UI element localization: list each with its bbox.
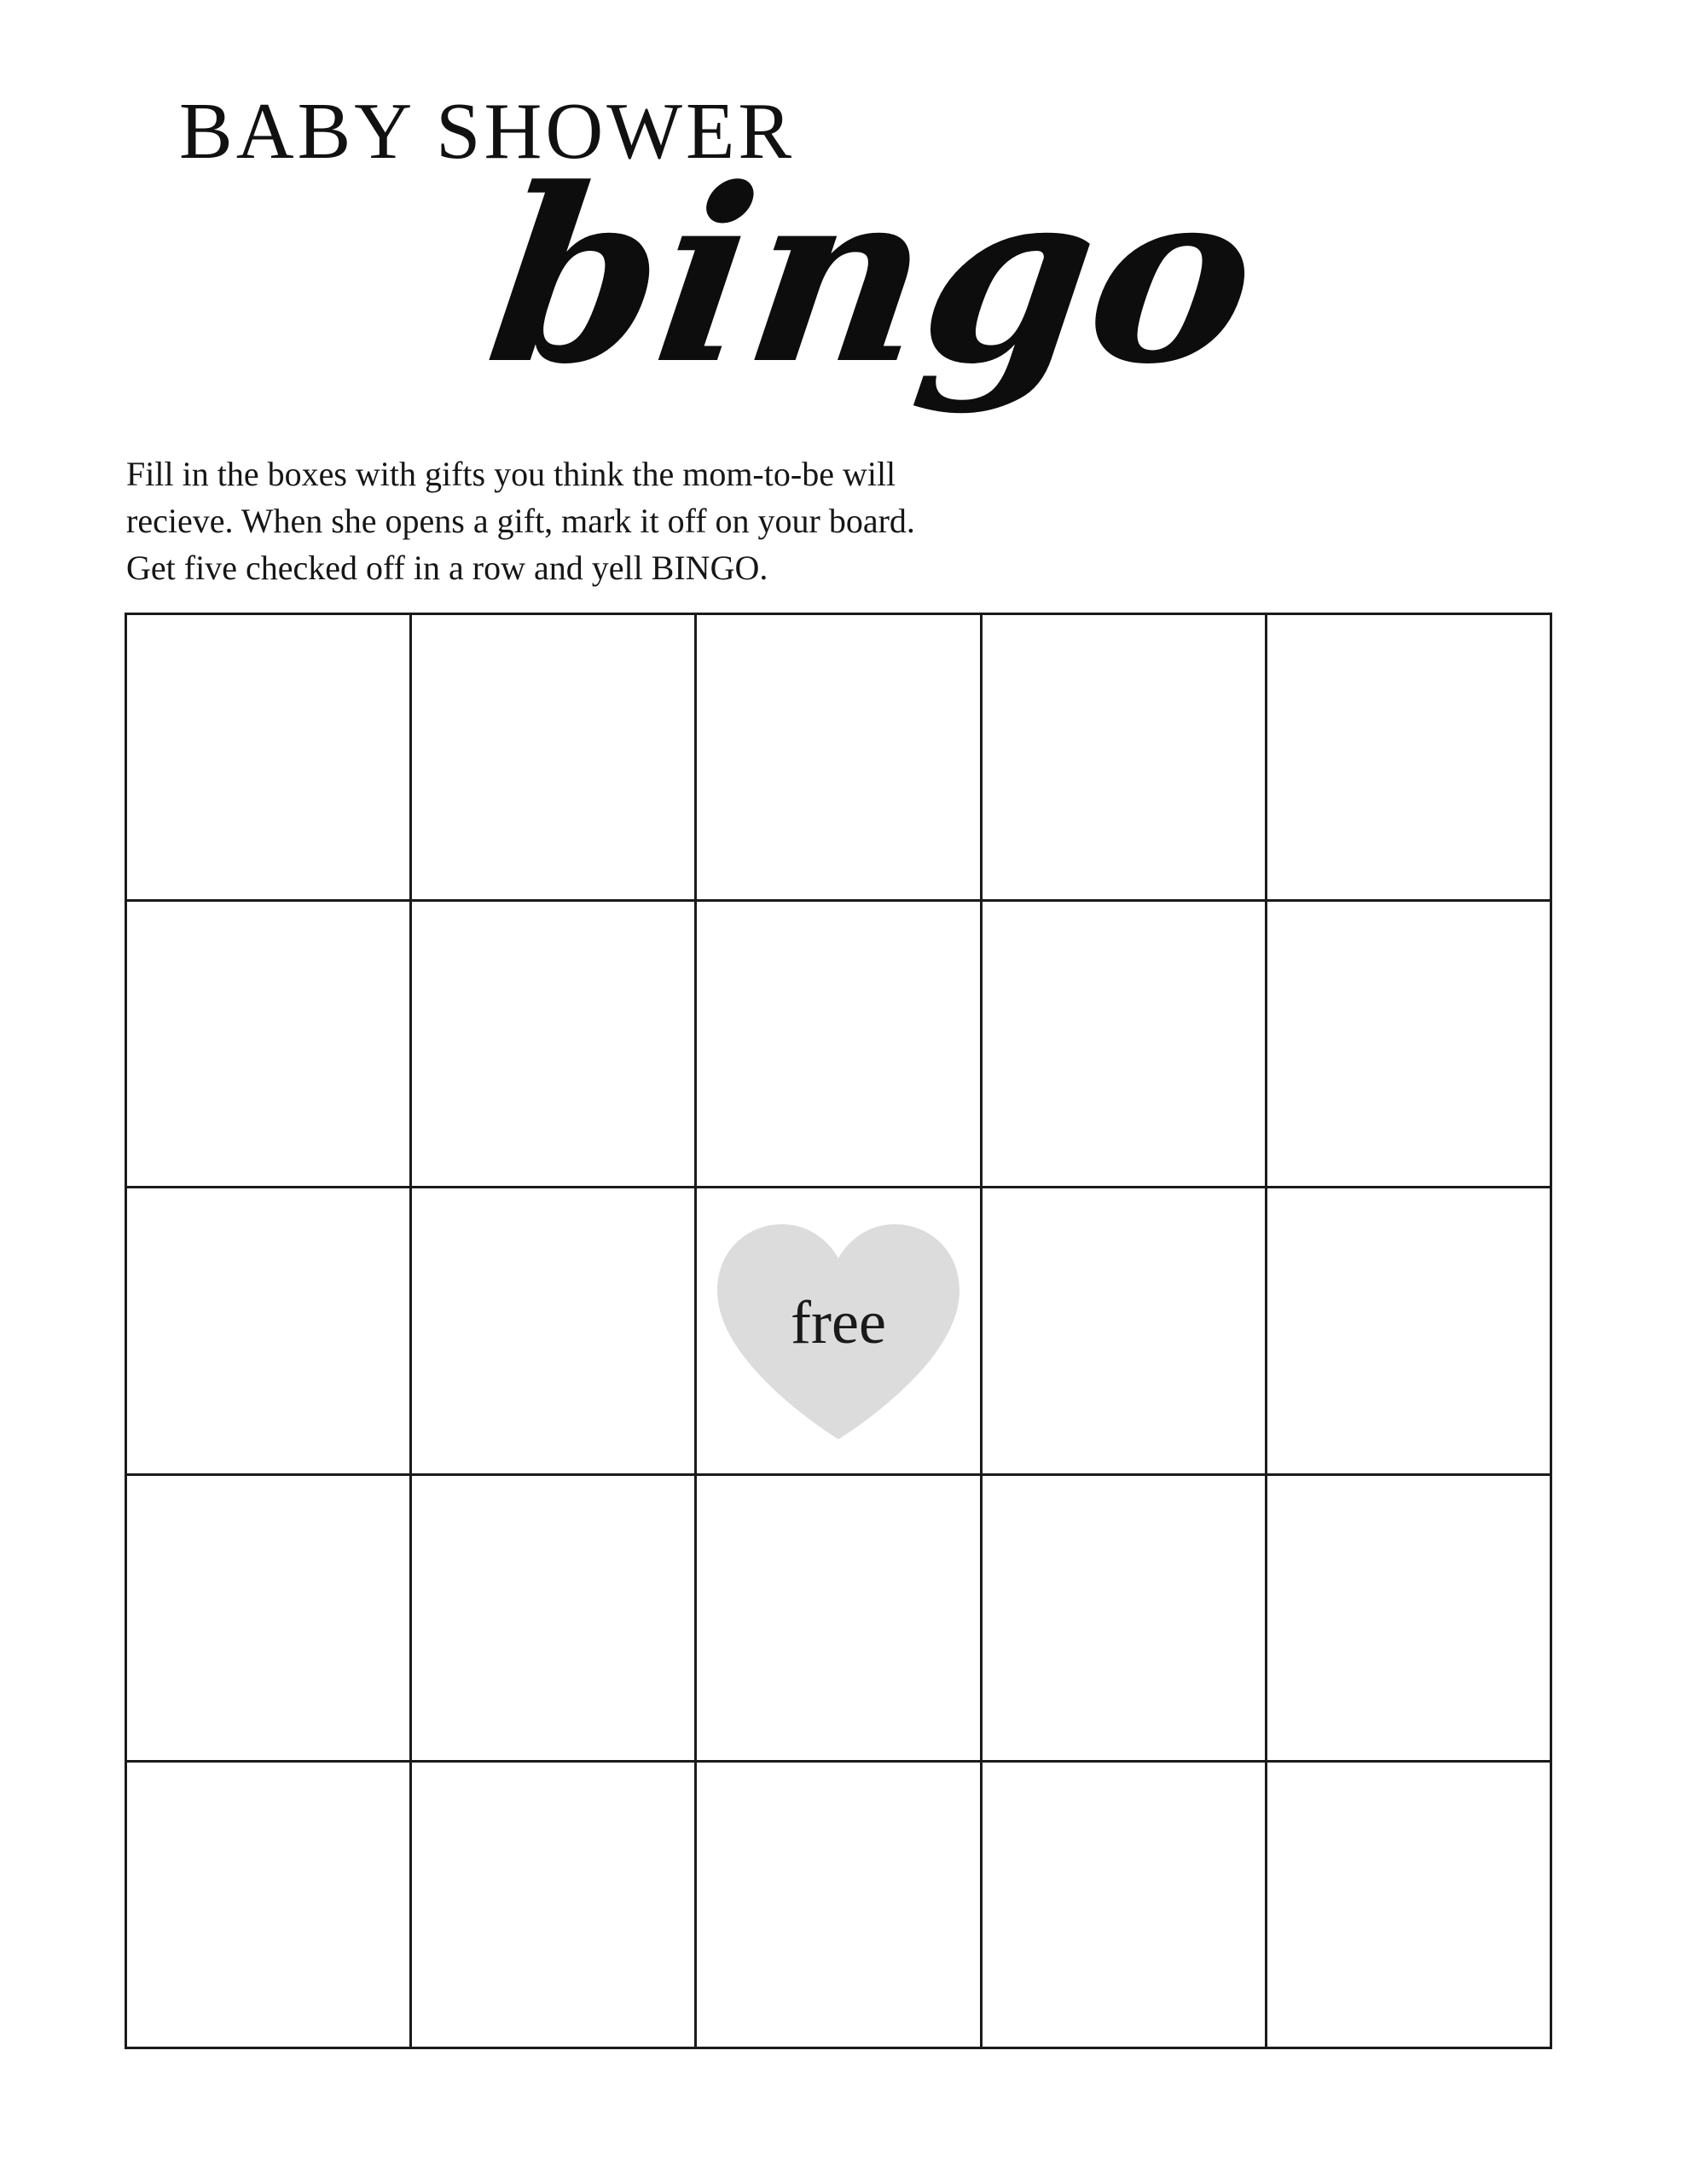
bingo-cell[interactable] (127, 902, 412, 1188)
bingo-cell[interactable] (127, 1763, 412, 2049)
bingo-cell[interactable] (127, 1476, 412, 1763)
bingo-cell[interactable] (1267, 1188, 1552, 1475)
bingo-cell[interactable] (1267, 1476, 1552, 1763)
bingo-grid (125, 613, 1552, 2049)
instructions (126, 450, 1064, 592)
bingo-cell[interactable] (127, 615, 412, 902)
instructions-line-2: recieve. When she opens a gift, mark it off on your board. (126, 502, 915, 541)
bingo-cell[interactable] (983, 1476, 1267, 1763)
bingo-cell-free[interactable] (697, 1188, 982, 1475)
bingo-cell[interactable] (412, 1763, 697, 2049)
bingo-cell[interactable] (983, 902, 1267, 1188)
bingo-cell[interactable] (697, 1763, 982, 2049)
bingo-cell[interactable] (412, 1188, 697, 1475)
bingo-cell[interactable] (983, 1188, 1267, 1475)
bingo-cell[interactable] (1267, 902, 1552, 1188)
bingo-cell[interactable] (127, 1188, 412, 1475)
bingo-cell[interactable] (697, 1476, 982, 1763)
bingo-cell[interactable] (412, 902, 697, 1188)
bingo-cell[interactable] (412, 1476, 697, 1763)
bingo-cell[interactable] (1267, 1763, 1552, 2049)
bingo-cell[interactable] (697, 615, 982, 902)
bingo-cell[interactable] (983, 1763, 1267, 2049)
instructions-line-3: Get five checked off in a row and yell BINGO. (126, 549, 768, 588)
free-space (710, 1219, 966, 1443)
bingo-cell[interactable] (697, 902, 982, 1188)
bingo-cell[interactable] (1267, 615, 1552, 902)
instructions-line-1: Fill in the boxes with gifts you think the mom-to-be will (126, 455, 896, 493)
page-title-script: bingo (474, 136, 1272, 417)
free-space-label: free (791, 1288, 886, 1357)
bingo-cell[interactable] (412, 615, 697, 902)
page-title: BABY SHOWER (179, 87, 796, 176)
bingo-cell[interactable] (983, 615, 1267, 902)
